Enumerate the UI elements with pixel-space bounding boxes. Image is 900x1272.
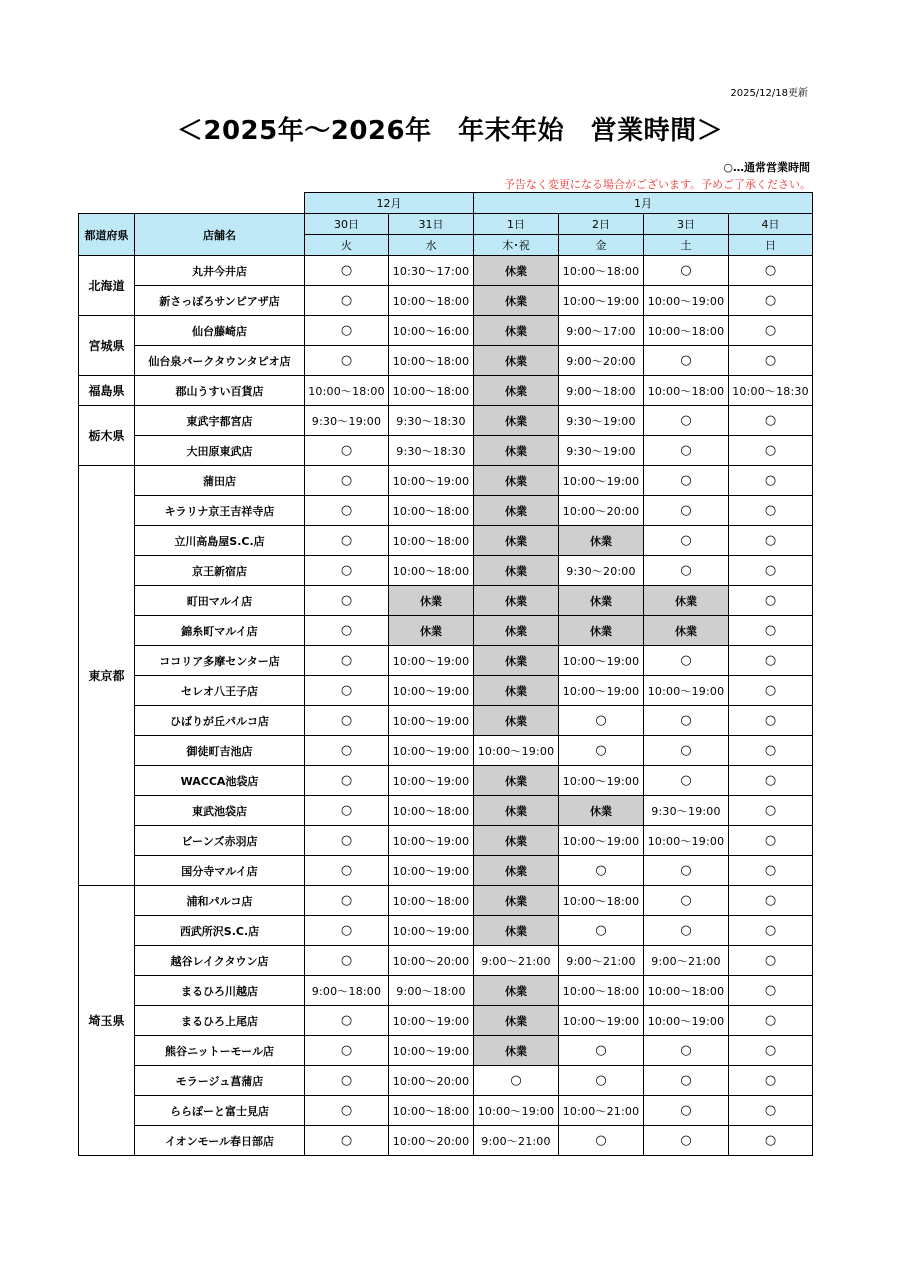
store-name: 錦糸町マルイ店 xyxy=(135,616,305,646)
hours-cell: ○ xyxy=(305,826,389,856)
hours-cell: ○ xyxy=(305,916,389,946)
store-name: 仙台藤崎店 xyxy=(135,316,305,346)
hours-cell: ○ xyxy=(644,556,729,586)
hours-cell: 10:00～19:00 xyxy=(559,466,644,496)
hours-cell: ○ xyxy=(729,1036,813,1066)
hours-cell: ○ xyxy=(729,496,813,526)
hours-cell: 9:00～20:00 xyxy=(559,346,644,376)
hours-cell: ○ xyxy=(644,1096,729,1126)
table-row xyxy=(79,1066,813,1096)
store-name: ビーンズ赤羽店 xyxy=(135,826,305,856)
hours-cell: ○ xyxy=(305,466,389,496)
hours-cell: ○ xyxy=(305,646,389,676)
store-name: キラリナ京王吉祥寺店 xyxy=(135,496,305,526)
prefecture-cell: 宮城県 xyxy=(79,316,135,376)
hours-cell: 10:00～19:00 xyxy=(389,916,474,946)
hours-cell: 休業 xyxy=(474,556,559,586)
hours-cell: 10:00～18:00 xyxy=(389,526,474,556)
hours-cell: 10:00～18:00 xyxy=(389,286,474,316)
hours-cell: ○ xyxy=(729,916,813,946)
hours-cell: ○ xyxy=(305,436,389,466)
table-row xyxy=(79,286,813,316)
hours-cell: 10:00～18:00 xyxy=(389,886,474,916)
hours-cell: ○ xyxy=(644,496,729,526)
business-hours-table xyxy=(78,192,813,1156)
day-header: 31日 xyxy=(389,214,474,235)
hours-cell: ○ xyxy=(729,706,813,736)
table-row xyxy=(79,646,813,676)
hours-cell: 10:00～19:00 xyxy=(559,826,644,856)
hours-cell: 9:30～18:30 xyxy=(389,436,474,466)
hours-cell: ○ xyxy=(305,286,389,316)
hours-cell: 休業 xyxy=(474,706,559,736)
hours-cell: 10:00～20:00 xyxy=(559,496,644,526)
day-header: 30日 xyxy=(305,214,389,235)
hours-cell: 10:00～19:00 xyxy=(389,766,474,796)
hours-cell: ○ xyxy=(559,736,644,766)
table-row xyxy=(79,676,813,706)
hours-cell: ○ xyxy=(644,886,729,916)
hours-cell: ○ xyxy=(559,1036,644,1066)
day-header: 2日 xyxy=(559,214,644,235)
store-name: 浦和パルコ店 xyxy=(135,886,305,916)
hours-cell: ○ xyxy=(305,796,389,826)
store-name: 蒲田店 xyxy=(135,466,305,496)
hours-cell: 10:00～18:30 xyxy=(729,376,813,406)
hours-cell: ○ xyxy=(644,1126,729,1156)
day-header: 4日 xyxy=(729,214,813,235)
hours-cell: ○ xyxy=(305,256,389,286)
prefecture-cell: 東京都 xyxy=(79,466,135,886)
hours-cell: 休業 xyxy=(474,496,559,526)
hours-cell: ○ xyxy=(644,526,729,556)
hours-cell: ○ xyxy=(305,1036,389,1066)
hours-cell: 休業 xyxy=(474,286,559,316)
hours-cell: 10:00～18:00 xyxy=(389,496,474,526)
prefecture-cell: 北海道 xyxy=(79,256,135,316)
hours-cell: ○ xyxy=(644,856,729,886)
hours-cell: 9:00～18:00 xyxy=(305,976,389,1006)
hours-cell: 9:00～21:00 xyxy=(474,946,559,976)
hours-cell: ○ xyxy=(729,466,813,496)
table-row xyxy=(79,1006,813,1036)
table-row xyxy=(79,616,813,646)
table-row xyxy=(79,586,813,616)
table-row xyxy=(79,256,813,286)
hours-cell: ○ xyxy=(644,256,729,286)
hours-cell: 休業 xyxy=(389,586,474,616)
hours-cell: ○ xyxy=(729,436,813,466)
hours-cell: ○ xyxy=(729,616,813,646)
hours-cell: 10:00～19:00 xyxy=(559,676,644,706)
hours-cell: 10:00～21:00 xyxy=(559,1096,644,1126)
hours-cell: 休業 xyxy=(474,826,559,856)
hours-cell: ○ xyxy=(729,1126,813,1156)
hours-cell: ○ xyxy=(559,916,644,946)
hours-cell: 10:00～19:00 xyxy=(389,676,474,706)
hours-cell: 10:00～19:00 xyxy=(559,766,644,796)
table-row xyxy=(79,346,813,376)
hours-cell: 休業 xyxy=(474,646,559,676)
hours-cell: 9:00～18:00 xyxy=(559,376,644,406)
hours-cell: ○ xyxy=(729,256,813,286)
table-row xyxy=(79,796,813,826)
store-name: 立川高島屋S.C.店 xyxy=(135,526,305,556)
table-row xyxy=(79,856,813,886)
hours-cell: ○ xyxy=(729,826,813,856)
hours-cell: 10:00～19:00 xyxy=(389,736,474,766)
hours-cell: 休業 xyxy=(474,1036,559,1066)
hours-cell: ○ xyxy=(644,916,729,946)
hours-cell: ○ xyxy=(305,556,389,586)
change-notice: 予告なく変更になる場合がございます。予めご了承ください。 xyxy=(503,178,811,191)
hours-cell: 10:00～16:00 xyxy=(389,316,474,346)
hours-cell: ○ xyxy=(305,706,389,736)
hours-cell: ○ xyxy=(729,646,813,676)
hours-cell: 9:00～18:00 xyxy=(389,976,474,1006)
table-row xyxy=(79,1096,813,1126)
hours-cell: 休業 xyxy=(474,886,559,916)
hours-cell: 休業 xyxy=(474,316,559,346)
hours-cell: 10:00～19:00 xyxy=(389,1006,474,1036)
hours-cell: ○ xyxy=(305,1006,389,1036)
hours-cell: ○ xyxy=(644,466,729,496)
hours-cell: ○ xyxy=(305,346,389,376)
hours-cell: ○ xyxy=(305,1096,389,1126)
prefecture-cell: 埼玉県 xyxy=(79,886,135,1156)
store-name: 町田マルイ店 xyxy=(135,586,305,616)
hours-cell: ○ xyxy=(729,766,813,796)
hours-cell: ○ xyxy=(729,1006,813,1036)
hours-cell: 10:00～20:00 xyxy=(389,1066,474,1096)
table-row xyxy=(79,916,813,946)
hours-cell: ○ xyxy=(729,586,813,616)
hours-cell: ○ xyxy=(305,856,389,886)
hours-cell: 休業 xyxy=(474,586,559,616)
hours-cell: ○ xyxy=(305,736,389,766)
hours-cell: 10:00～19:00 xyxy=(644,676,729,706)
hours-cell: ○ xyxy=(644,766,729,796)
hours-cell: 休業 xyxy=(389,616,474,646)
hours-cell: ○ xyxy=(729,856,813,886)
hours-cell: ○ xyxy=(644,736,729,766)
hours-cell: 10:00～19:00 xyxy=(474,1096,559,1126)
hours-cell: 10:00～19:00 xyxy=(559,1006,644,1036)
hours-cell: ○ xyxy=(305,496,389,526)
hours-cell: ○ xyxy=(559,856,644,886)
legend-note: ○…通常営業時間 xyxy=(723,161,810,174)
hours-cell: 10:30～17:00 xyxy=(389,256,474,286)
hours-cell: 休業 xyxy=(474,796,559,826)
hours-cell: 休業 xyxy=(474,526,559,556)
store-name: モラージュ菖蒲店 xyxy=(135,1066,305,1096)
hours-cell: 10:00～18:00 xyxy=(559,886,644,916)
store-name: 西武所沢S.C.店 xyxy=(135,916,305,946)
hours-cell: ○ xyxy=(305,616,389,646)
hours-cell: 9:30～18:30 xyxy=(389,406,474,436)
hours-cell: 10:00～18:00 xyxy=(389,376,474,406)
hours-cell: ○ xyxy=(729,556,813,586)
hours-cell: ○ xyxy=(644,406,729,436)
hours-cell: ○ xyxy=(305,526,389,556)
store-name: ココリア多摩センター店 xyxy=(135,646,305,676)
hours-cell: ○ xyxy=(729,886,813,916)
hours-cell: 10:00～19:00 xyxy=(644,1006,729,1036)
store-name: イオンモール春日部店 xyxy=(135,1126,305,1156)
hours-cell: ○ xyxy=(305,1126,389,1156)
day-header-row xyxy=(79,214,813,235)
hours-cell: 10:00～18:00 xyxy=(559,976,644,1006)
hours-cell: 9:30～19:00 xyxy=(559,436,644,466)
hours-cell: 10:00～18:00 xyxy=(559,256,644,286)
hours-cell: ○ xyxy=(305,676,389,706)
hours-cell: ○ xyxy=(305,766,389,796)
hours-cell: 休業 xyxy=(474,466,559,496)
store-name: 東武池袋店 xyxy=(135,796,305,826)
hours-cell: 10:00～18:00 xyxy=(389,1096,474,1126)
hours-cell: ○ xyxy=(729,946,813,976)
hours-cell: 休業 xyxy=(474,1006,559,1036)
hours-cell: 休業 xyxy=(474,676,559,706)
hours-cell: 休業 xyxy=(474,616,559,646)
weekday-header: 日 xyxy=(729,235,813,256)
prefecture-cell: 栃木県 xyxy=(79,406,135,466)
table-row xyxy=(79,826,813,856)
prefecture-cell: 福島県 xyxy=(79,376,135,406)
hours-cell: ○ xyxy=(729,406,813,436)
store-name: 国分寺マルイ店 xyxy=(135,856,305,886)
store-name: WACCA池袋店 xyxy=(135,766,305,796)
hours-cell: ○ xyxy=(305,886,389,916)
store-name: 郡山うすい百貨店 xyxy=(135,376,305,406)
store-name: 丸井今井店 xyxy=(135,256,305,286)
store-name: 京王新宿店 xyxy=(135,556,305,586)
store-name: 仙台泉パークタウンタピオ店 xyxy=(135,346,305,376)
hours-cell: 10:00～19:00 xyxy=(389,466,474,496)
weekday-header: 土 xyxy=(644,235,729,256)
table-row xyxy=(79,946,813,976)
table-row xyxy=(79,496,813,526)
hours-cell: ○ xyxy=(644,706,729,736)
weekday-header: 水 xyxy=(389,235,474,256)
hours-cell: ○ xyxy=(559,1066,644,1096)
weekday-header: 木･祝 xyxy=(474,235,559,256)
hours-cell: 休業 xyxy=(559,586,644,616)
hours-cell: ○ xyxy=(305,1066,389,1096)
hours-cell: 休業 xyxy=(474,976,559,1006)
store-name: 熊谷ニットーモール店 xyxy=(135,1036,305,1066)
hours-cell: ○ xyxy=(729,1066,813,1096)
store-name: ひばりが丘パルコ店 xyxy=(135,706,305,736)
hours-cell: 10:00～18:00 xyxy=(644,376,729,406)
hours-cell: 9:30～19:00 xyxy=(644,796,729,826)
hours-cell: 休業 xyxy=(474,256,559,286)
table-row xyxy=(79,976,813,1006)
hours-cell: ○ xyxy=(729,526,813,556)
hours-cell: 10:00～19:00 xyxy=(389,1036,474,1066)
store-name: ららぽーと富士見店 xyxy=(135,1096,305,1126)
hours-cell: 10:00～18:00 xyxy=(389,556,474,586)
hours-cell: 休業 xyxy=(474,916,559,946)
hours-cell: 9:00～17:00 xyxy=(559,316,644,346)
hours-cell: 休業 xyxy=(559,526,644,556)
table-row xyxy=(79,376,813,406)
hours-cell: 10:00～19:00 xyxy=(559,286,644,316)
table-row xyxy=(79,556,813,586)
hours-cell: 10:00～19:00 xyxy=(389,646,474,676)
hours-cell: 10:00～19:00 xyxy=(644,286,729,316)
hours-cell: 休業 xyxy=(474,436,559,466)
hours-cell: 10:00～18:00 xyxy=(389,796,474,826)
hours-cell: ○ xyxy=(305,946,389,976)
hours-cell: 10:00～20:00 xyxy=(389,946,474,976)
store-name: セレオ八王子店 xyxy=(135,676,305,706)
hours-cell: ○ xyxy=(729,736,813,766)
hours-cell: 10:00～20:00 xyxy=(389,1126,474,1156)
store-name: まるひろ上尾店 xyxy=(135,1006,305,1036)
column-header-store: 店舗名 xyxy=(135,214,305,256)
hours-cell: 10:00～18:00 xyxy=(644,976,729,1006)
table-row xyxy=(79,766,813,796)
column-header-prefecture: 都道府県 xyxy=(79,214,135,256)
hours-cell: 休業 xyxy=(644,586,729,616)
hours-cell: 休業 xyxy=(644,616,729,646)
weekday-header: 金 xyxy=(559,235,644,256)
hours-cell: ○ xyxy=(305,586,389,616)
hours-cell: 休業 xyxy=(559,796,644,826)
table-row xyxy=(79,316,813,346)
hours-cell: ○ xyxy=(305,316,389,346)
hours-cell: 9:00～21:00 xyxy=(559,946,644,976)
hours-cell: ○ xyxy=(729,286,813,316)
hours-cell: 休業 xyxy=(474,856,559,886)
hours-cell: 10:00～19:00 xyxy=(389,856,474,886)
hours-cell: ○ xyxy=(644,646,729,676)
hours-cell: ○ xyxy=(559,706,644,736)
table-row xyxy=(79,886,813,916)
store-name: 越谷レイクタウン店 xyxy=(135,946,305,976)
month-header-row xyxy=(79,193,813,214)
hours-cell: 9:30～19:00 xyxy=(305,406,389,436)
updated-date: 2025/12/18更新 xyxy=(730,88,808,99)
hours-cell: 休業 xyxy=(474,406,559,436)
hours-cell: 休業 xyxy=(474,346,559,376)
hours-cell: 休業 xyxy=(559,616,644,646)
hours-cell: 10:00～19:00 xyxy=(389,706,474,736)
hours-cell: 9:30～20:00 xyxy=(559,556,644,586)
hours-cell: ○ xyxy=(729,796,813,826)
table-row xyxy=(79,436,813,466)
page-title: ＜2025年～2026年 年末年始 営業時間＞ xyxy=(176,116,724,146)
store-name: 大田原東武店 xyxy=(135,436,305,466)
table-row xyxy=(79,706,813,736)
table-row xyxy=(79,1036,813,1066)
hours-cell: 9:30～19:00 xyxy=(559,406,644,436)
hours-cell: ○ xyxy=(644,436,729,466)
hours-cell: ○ xyxy=(729,1096,813,1126)
month-header: 12月 xyxy=(305,193,474,214)
header-blank xyxy=(79,193,305,214)
hours-cell: ○ xyxy=(474,1066,559,1096)
hours-cell: ○ xyxy=(729,316,813,346)
hours-cell: ○ xyxy=(729,976,813,1006)
hours-cell: ○ xyxy=(729,346,813,376)
hours-cell: 休業 xyxy=(474,766,559,796)
weekday-header: 火 xyxy=(305,235,389,256)
table-row xyxy=(79,736,813,766)
hours-cell: 9:00～21:00 xyxy=(644,946,729,976)
table-row xyxy=(79,1126,813,1156)
hours-cell: 10:00～19:00 xyxy=(644,826,729,856)
hours-cell: ○ xyxy=(644,1036,729,1066)
hours-cell: 10:00～19:00 xyxy=(389,826,474,856)
hours-cell: 9:00～21:00 xyxy=(474,1126,559,1156)
month-header: 1月 xyxy=(474,193,813,214)
hours-cell: 10:00～19:00 xyxy=(474,736,559,766)
hours-cell: ○ xyxy=(729,676,813,706)
table-row xyxy=(79,526,813,556)
hours-cell: 10:00～18:00 xyxy=(644,316,729,346)
store-name: 新さっぽろサンピアザ店 xyxy=(135,286,305,316)
day-header: 1日 xyxy=(474,214,559,235)
hours-cell: 10:00～18:00 xyxy=(305,376,389,406)
store-name: 御徒町吉池店 xyxy=(135,736,305,766)
hours-cell: 休業 xyxy=(474,376,559,406)
hours-cell: ○ xyxy=(644,1066,729,1096)
hours-cell: ○ xyxy=(559,1126,644,1156)
day-header: 3日 xyxy=(644,214,729,235)
hours-cell: ○ xyxy=(644,346,729,376)
table-row xyxy=(79,406,813,436)
table-row xyxy=(79,466,813,496)
store-name: 東武宇都宮店 xyxy=(135,406,305,436)
hours-cell: 10:00～19:00 xyxy=(559,646,644,676)
store-name: まるひろ川越店 xyxy=(135,976,305,1006)
hours-cell: 10:00～18:00 xyxy=(389,346,474,376)
